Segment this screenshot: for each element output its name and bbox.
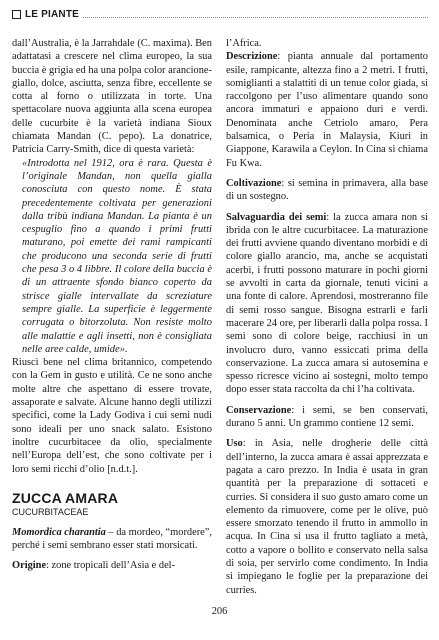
use-label: Uso	[226, 438, 243, 450]
origin-continuation: l’Africa.	[226, 38, 262, 49]
mandan-quote: «Introdotta nel 1912, ora è rara. Questa è l’originale Mandan, non quella gialla conosciuta con questo nome. È stata precedentemente coltivata per generazioni dalla tribù indiana Mandan. La pianta è un cespuglio fino a quando i primi frutti maturano, poi emette dei rami rampicanti che producono una seconda serie di frutti che pesa 3 o 4 libbre. Il colore della buccia è di un attraente sfondo bianco coperto da strisce gialle intervallate da screziature sempre gialle. La superficie è leggermente corrugata o bitorzoluta. Non resiste molto alle malattie e agli insetti, non è consigliata nelle aree calde, umide».	[22, 157, 212, 355]
description-text: : pianta annuale dal portamento esile, rampicante, altezza fino a 2 metri. I frutti, somiglianti a stalattiti di un tenue color giada, si raccolgono per l’uso alimentare quando sono ancora immaturi e appaiono duri e verdi. Denominata anche Cetriolo amaro, Pera balsamica, o Peria in Malaysia, Kiuri in Giappone, Karawila a Ceylon. In Cina si chiama Fu Kwa.	[226, 51, 428, 169]
origin-label: Origine	[12, 560, 47, 572]
page-number: 206	[211, 606, 228, 617]
description-label: Descrizione	[226, 51, 278, 63]
entry-family: CUCURBITACEAE	[12, 506, 89, 517]
species-paragraph	[12, 526, 212, 553]
description-paragraph	[226, 50, 428, 170]
section-title: LE PIANTE	[25, 8, 80, 20]
origin-text: : zone tropicali dell’Asia e del-	[46, 560, 176, 572]
header-dotted-rule	[83, 17, 428, 18]
paragraph-british-climate: Riuscì bene nel clima britannico, competendo con la Gem in gusto e utilità. Ce ne sono anche molte altre che aspettano di essere trovate, assaporate e salvate. Alcune hanno degli utilizzi specifici, come la Lady Godiva i cui semi nudi sono ideali per uno snack salato. Esistono inoltre cucurbitacee da olio, specialmente nell’Europa dell’est, che sono coltivate per i loro semi ricchi d’olio [n.d.t.].	[12, 357, 212, 475]
entry-heading: ZUCCA AMARA	[12, 489, 119, 506]
species-name: Momordica charantia	[12, 526, 106, 538]
use-text: : in Asia, nelle drogherie delle città dell’interno, la zucca amara è assai apprezzata e pagata a caro prezzo. In India è usata in gran quantità per la preparazione di sottaceti e curries. Si considera il suo gusto amaro come un elemento da rimuovere, come per le olive, può essere smorzato tenendo il frutto in ammollo in acqua. In Cina si usa il frutto tagliato a metà, cotto a vapore o bollito e conservato nella salsa di soia, per servirlo come condimento. In India si impiegano le foglie per la preparazione dei curries.	[226, 438, 428, 596]
paragraph-varieties: dall’Australia, è la Jarrahdale (C. maxima). Ben adattatasi a crescere nel clima europeo, la sua buccia è grigia ed ha una polpa color arancione-giallo, dolce, asciutta, senza fibre, eccellente se cotta al forno o utilizzata in torte. Una spettacolare nuova aggiunta alla scena europea delle cucurbite è la varietà indiana Sioux chiamata Mandan (C. pepo). La donatrice, Patricia Carry-Smith, dice di questa varietà:	[12, 38, 212, 156]
use-paragraph	[226, 437, 428, 597]
cultivation-label: Coltivazione	[226, 177, 282, 189]
species-etymology: – da mordeo, “mordere”, perché i semi sembrano esser stati morsicati.	[12, 526, 212, 552]
seed-saving-label: Salvaguardia dei semi	[226, 211, 327, 223]
origin-paragraph	[12, 559, 212, 572]
running-header	[12, 7, 428, 21]
cultivation-paragraph	[226, 177, 428, 204]
cultivation-text: : si semina in primavera, alla base di un sostegno.	[226, 177, 428, 203]
conservation-label: Conservazione	[226, 404, 292, 416]
seed-saving-paragraph	[226, 211, 428, 397]
conservation-paragraph	[226, 404, 428, 431]
left-column	[12, 37, 212, 573]
right-column	[226, 37, 428, 597]
section-marker-square	[12, 10, 21, 19]
conservation-text: : i semi, se ben conservati, durano 5 anni. Un grammo contiene 12 semi.	[226, 404, 428, 430]
seed-saving-text: : la zucca amara non si ibrida con le altre cucurbitacee. La maturazione dei frutti avviene quando diventano morbidi e di colore giallo arancio, ma, anche se acquistati acerbi, i frutti possono maturare in pochi giorni se avvolti in carta da giornale, tenuti vicini a una fonte di calore. Aprendosi, mostreranno file di semi rosso sangue. Bisogna estrarli e farli macerare 24 ore, per liberarli dalla polpa rossa. I semi sono di colore beige, racchiusi in un involucro duro, vanno essiccati prima della conservazione. La zucca amara si autosemina e spesso ricresce vicino ai sostegni, molto tempo dopo esser stata raccolta da chi l’ha coltivata.	[226, 211, 428, 396]
